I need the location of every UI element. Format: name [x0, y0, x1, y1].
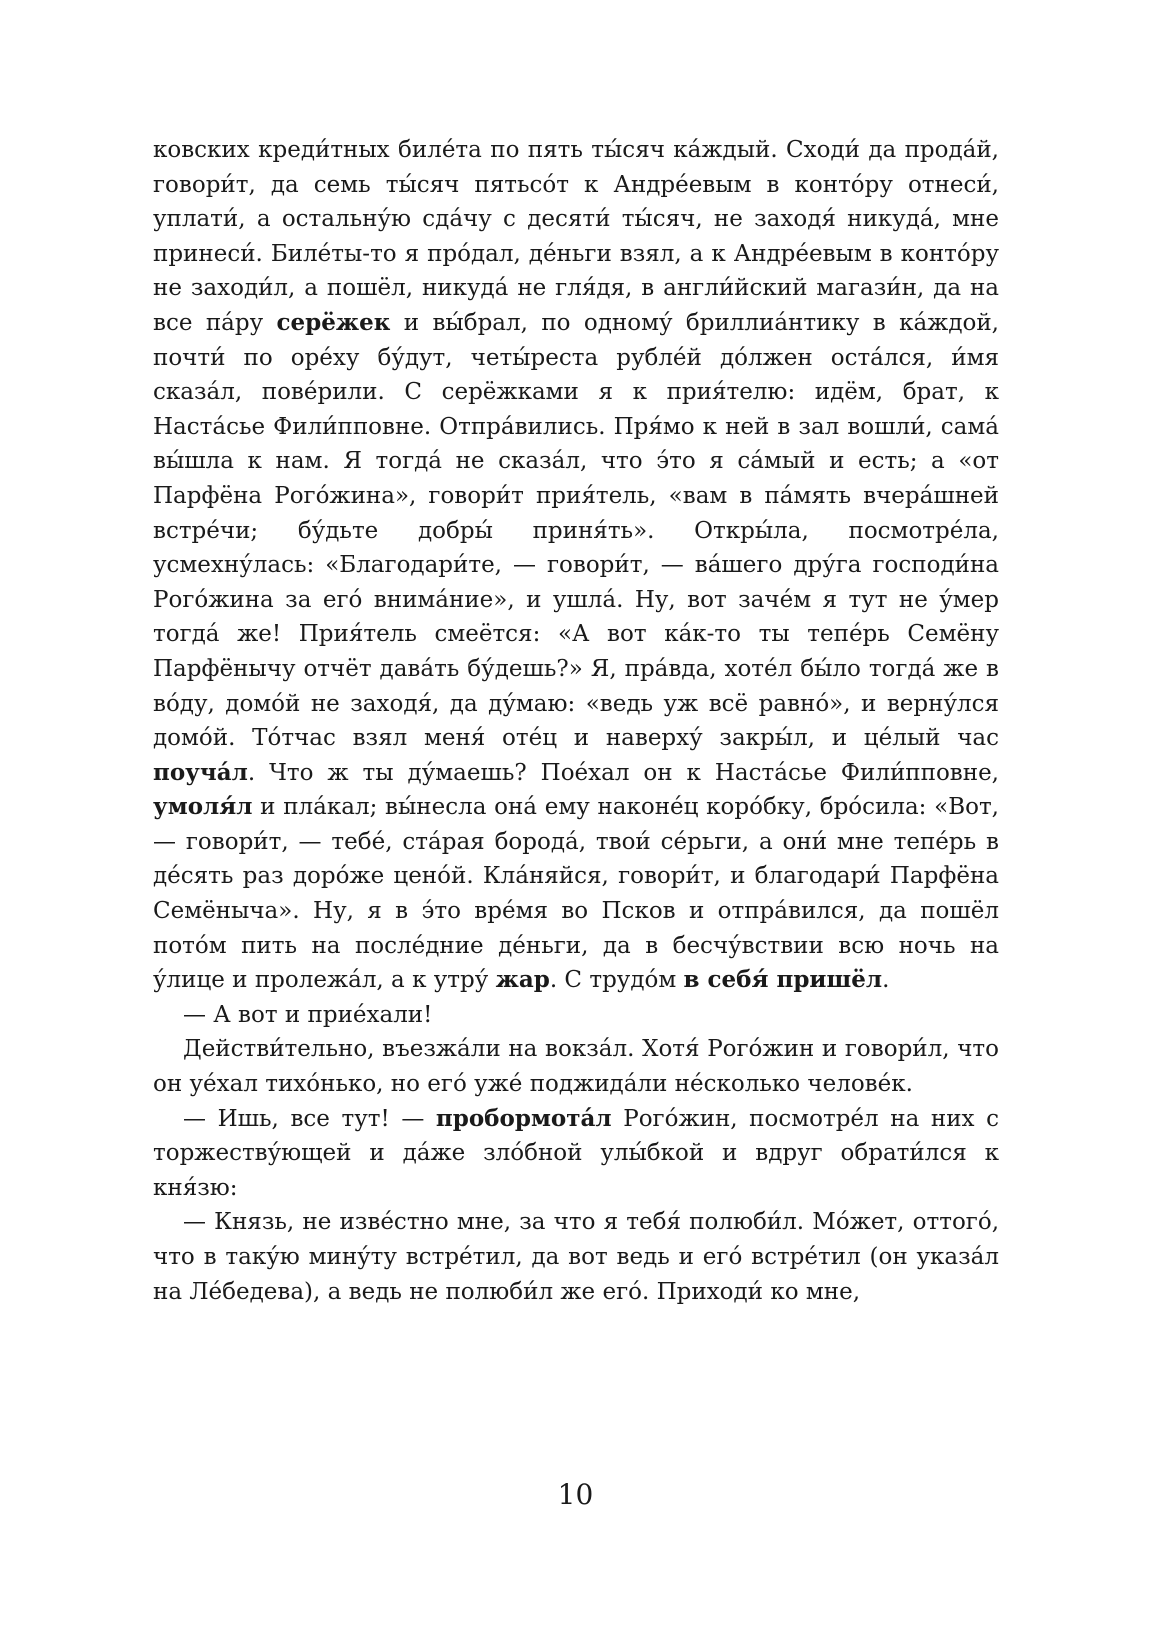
paragraph — [153, 1102, 999, 1206]
bold-word: умоля́л — [153, 793, 253, 821]
text-run: и пла́кал; вы́несла она́ ему наконе́ц коро́бку, бро́сила: «Вот, — говори́т, — тебе́, ста́рая борода́, твои́ се́рьги, а они́ мне тепе́рь в де́сять раз доро́же цено́й. Кла́няйся, говори́т, и благодари́ Парфёна Семёныча». Ну, я в э́то вре́мя во Псков и отпра́вился, да пошёл пото́м пить на после́дние де́ньги, да в бесчу́вствии всю ночь на у́лице и пролежа́л, а к утру́ — [153, 794, 999, 994]
paragraph — [153, 1032, 999, 1101]
bold-word: жар — [495, 966, 550, 994]
text-run: — Князь, не изве́стно мне, за что я тебя́ полюби́л. Мо́жет, оттого́, что в таку́ю мину́ту встре́тил, да вот ведь и его́ встре́тил (он указа́л на Ле́бедева), а ведь не полюби́л же его́. Приходи́ ко мне, — [153, 1209, 999, 1305]
body-text — [153, 133, 999, 1309]
text-run: Рого́жин, посмотре́л на них с торжеству́ющей и да́же зло́бной улы́бкой и вдруг обрати́лся к кня́зю: — [153, 1105, 999, 1201]
page-number: 10 — [557, 1478, 594, 1511]
text-run: . С трудо́м — [549, 967, 684, 994]
bold-word: серёжек — [276, 308, 391, 336]
text-run: Действи́тельно, въезжа́ли на вокза́л. Хотя́ Рого́жин и говори́л, что он уе́хал тихо́нько, но его́ уже́ поджида́ли не́сколько челове́к. — [153, 1036, 999, 1098]
text-run: . — [882, 967, 890, 994]
paragraph — [153, 133, 999, 998]
text-run: ковских креди́тных биле́та по пять ты́сяч ка́ждый. Сходи́ да прода́й, говори́т, да семь ты́сяч пятьсо́т к Андре́евым в конто́ру отнеси́, уплати́, а остальну́ю сда́чу с десяти́ ты́сяч, не заходя́ никуда́, мне принеси́. Биле́ты-то я про́дал, де́ньги взял, а к Андре́евым в конто́ру не заходи́л, а пошёл, никуда́ не гля́дя, в англи́йский магази́н, да на все па́ру — [153, 137, 999, 336]
text-run: и вы́брал, по одному́ бриллиа́нтику в ка́ждой, почти́ по оре́ху бу́дут, четы́реста рубле́й до́лжен оста́лся, и́мя сказа́л, пове́рили. С серёжками я к прия́телю: идём, брат, к Наста́сье Фили́пповне. Отпра́вились. Пря́мо к ней в зал вошли́, сама́ вы́шла к нам. Я тогда́ не сказа́л, что э́то я са́мый и есть; а «от Парфёна Рого́жина», говори́т прия́тель, «вам в па́мять вчера́шней встре́чи; бу́дьте добры́ приня́ть». Откры́ла, посмотре́ла, усмехну́лась: «Благодари́те, — говори́т, — ва́шего дру́га господи́на Рого́жина за его́ внима́ние», и ушла́. Ну, вот заче́м я тут не у́мер тогда́ же! Прия́тель смеётся: «А вот ка́к-то ты тепе́рь Семёну Парфёнычу отчёт дава́ть бу́дешь?» Я, пра́вда, хоте́л бы́ло тогда́ же в во́ду, домо́й не заходя́, да ду́маю: «ведь уж всё равно́», и верну́лся домо́й. То́тчас взял меня́ оте́ц и наверху́ закры́л, и це́лый час — [153, 309, 999, 752]
paragraph — [153, 1205, 999, 1309]
text-run: — А вот и прие́хали! — [183, 1001, 433, 1028]
text-run: — Ишь, все тут! — — [183, 1105, 436, 1132]
bold-word: поуча́л — [153, 758, 248, 786]
bold-word: в себя́ пришёл — [683, 966, 883, 994]
text-run: . Что ж ты ду́маешь? Пое́хал он к Наста́сье Фили́пповне, — [247, 759, 999, 786]
paragraph — [153, 998, 999, 1033]
bold-word: пробормота́л — [435, 1104, 612, 1132]
